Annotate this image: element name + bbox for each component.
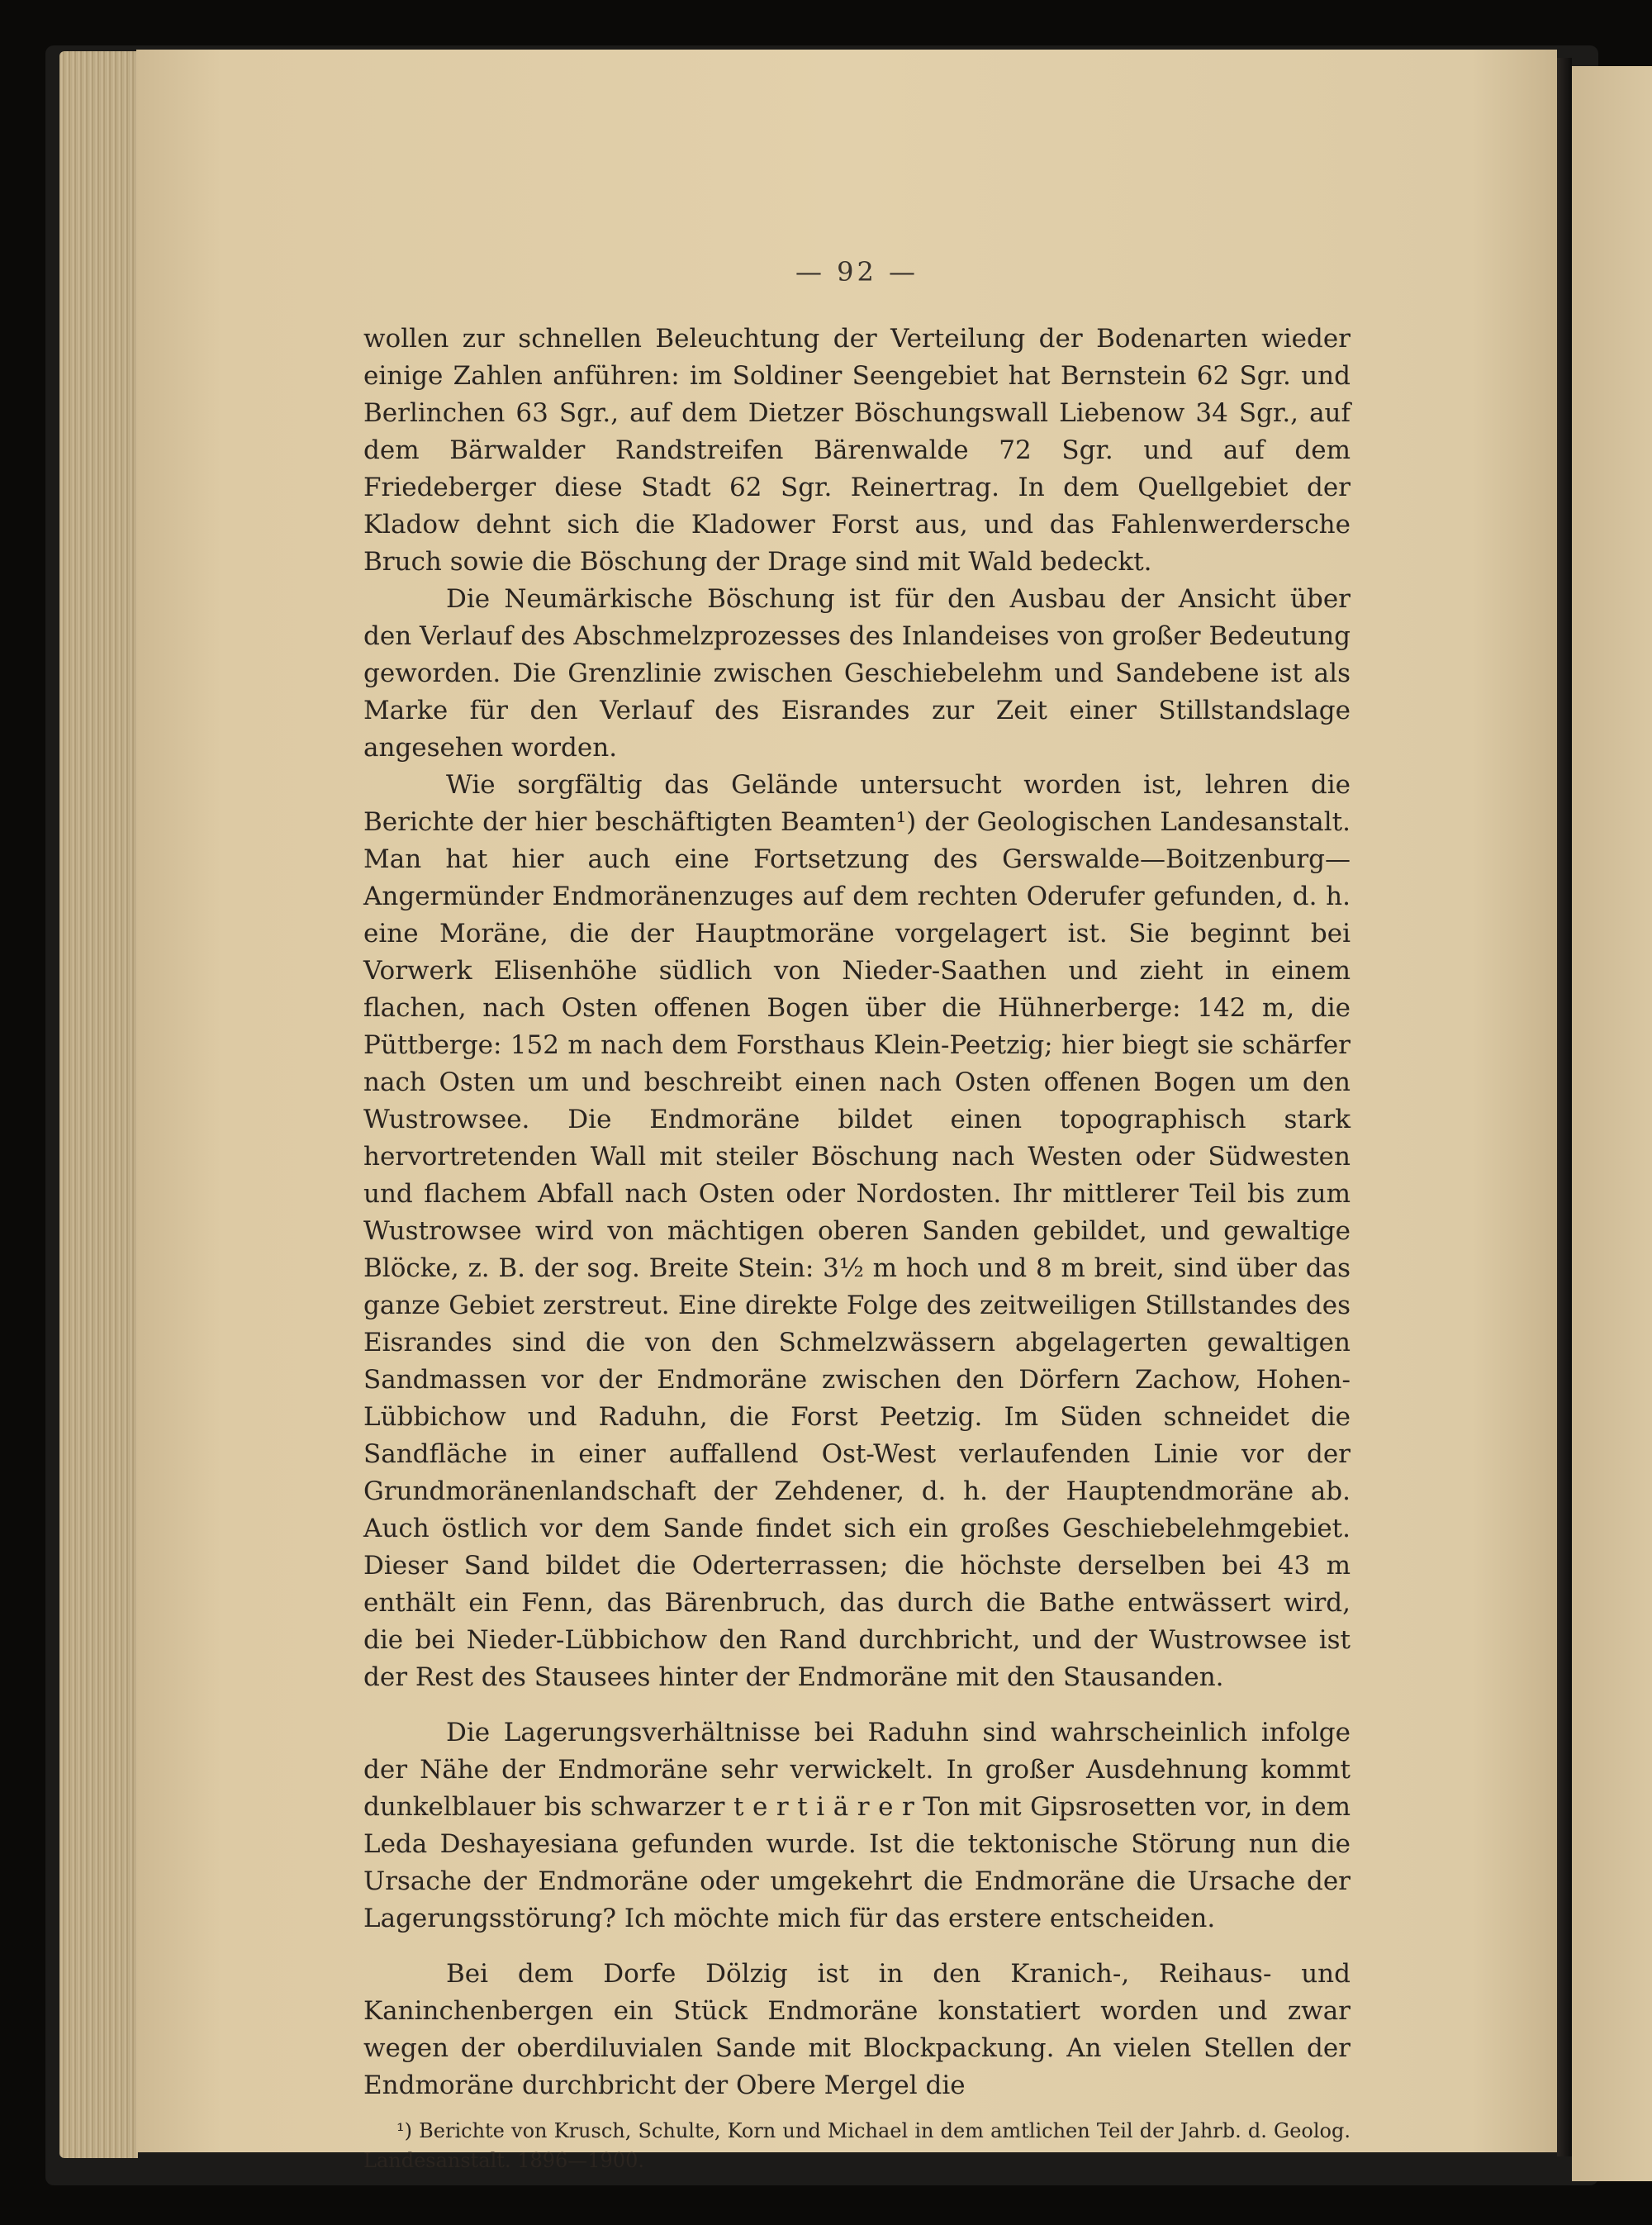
footnote: ¹) Berichte von Krusch, Schulte, Korn und Michael in dem amtlichen Teil der Jahrb. d. Geolog. Landesanstalt. 1896—1900. <box>363 2119 1351 2172</box>
paragraph-1: wollen zur schnellen Beleuchtung der Verteilung der Bodenarten wieder einige Zahlen anführen: im Soldiner Seengebiet hat Bernstein 62 Sgr. und Berlinchen 63 Sgr., auf dem Dietzer Böschungswall Liebenow 34 Sgr., auf dem Bärwalder Randstreifen Bärenwalde 72 Sgr. und auf dem Friedeberger diese Stadt 62 Sgr. Reinertrag. In dem Quellgebiet der Kladow dehnt sich die Kladower Forst aus, und das Fahlenwerdersche Bruch sowie die Böschung der Drage sind mit Wald bedeckt. <box>363 324 1351 577</box>
paragraph-2: Die Neumärkische Böschung ist für den Ausbau der Ansicht über den Verlauf des Abschmelzprozesses des Inlandeises von großer Bedeutung geworden. Die Grenzlinie zwischen Geschiebelehm und Sandebene ist als Marke für den Verlauf des Eisrandes zur Zeit einer Stillstandslage angesehen worden. <box>363 584 1351 763</box>
paragraph-4: Die Lagerungsverhältnisse bei Raduhn sind wahrscheinlich infolge der Nähe der Endmoräne sehr verwickelt. In großer Ausdehnung kommt dunkelblauer bis schwarzer t e r t i ä r e r Ton mit Gipsrosetten vor, in dem Leda Deshayesiana gefunden wurde. Ist die tektonische Störung nun die Ursache der Endmoräne oder umgekehrt die Endmoräne die Ursache der Lagerungsstörung? Ich möchte mich für das erstere entscheiden. <box>363 1718 1351 1933</box>
paragraph-5: Bei dem Dorfe Dölzig ist in den Kranich-, Reihaus- und Kaninchenbergen ein Stück Endmoräne konstatiert worden und zwar wegen der oberdiluvialen Sande mit Blockpackung. An vielen Stellen der Endmoräne durchbricht der Obere Mergel die <box>363 1959 1351 2100</box>
book-gutter <box>1557 58 1572 2156</box>
paragraph-3: Wie sorgfältig das Gelände untersucht worden ist, lehren die Berichte der hier beschäftigten Beamten¹) der Geologischen Landesanstalt. Man hat hier auch eine Fortsetzung des Gerswalde—Boitzenburg—Angermünder Endmoränenzuges auf dem rechten Oderufer gefunden, d. h. eine Moräne, die der Hauptmoräne vorgelagert ist. Sie beginnt bei Vorwerk Elisenhöhe südlich von Nieder-Saathen und zieht in einem flachen, nach Osten offenen Bogen über die Hühnerberge: 142 m, die Püttberge: 152 m nach dem Forsthaus Klein-Peetzig; hier biegt sie schärfer nach Osten um und beschreibt einen nach Osten offenen Bogen um den Wustrowsee. Die Endmoräne bildet einen topographisch stark hervortretenden Wall mit steiler Böschung nach Westen oder Südwesten und flachem Abfall nach Osten oder Nordosten. Ihr mittlerer Teil bis zum Wustrowsee wird von mächtigen oberen Sanden gebildet, und gewaltige Blöcke, z. B. der sog. Breite Stein: 3½ m hoch und 8 m breit, sind über das ganze Gebiet zerstreut. Eine direkte Folge des zeitweiligen Stillstandes des Eisrandes sind die von den Schmelzwässern abgelagerten gewaltigen Sandmassen vor der Endmoräne zwischen den Dörfern Zachow, Hohen-Lübbichow und Raduhn, die Forst Peetzig. Im Süden schneidet die Sandfläche in einer auffallend Ost-West verlaufenden Linie vor der Grundmoränenlandschaft der Zehdener, d. h. der Hauptendmoräne ab. Auch östlich vor dem Sande findet sich ein großes Geschiebelehmgebiet. Dieser Sand bildet die Oderterrassen; die höchste derselben bei 43 m enthält ein Fenn, das Bärenbruch, das durch die Bathe entwässert wird, die bei Nieder-Lübbichow den Rand durchbricht, und der Wustrowsee ist der Rest des Stausees hinter der Endmoräne mit den Stausanden. <box>363 770 1351 1692</box>
page-content <box>363 256 1351 2195</box>
facing-page-edge <box>1572 66 1652 2181</box>
page-edges <box>59 51 138 2158</box>
page-number: — 92 — <box>795 256 919 288</box>
